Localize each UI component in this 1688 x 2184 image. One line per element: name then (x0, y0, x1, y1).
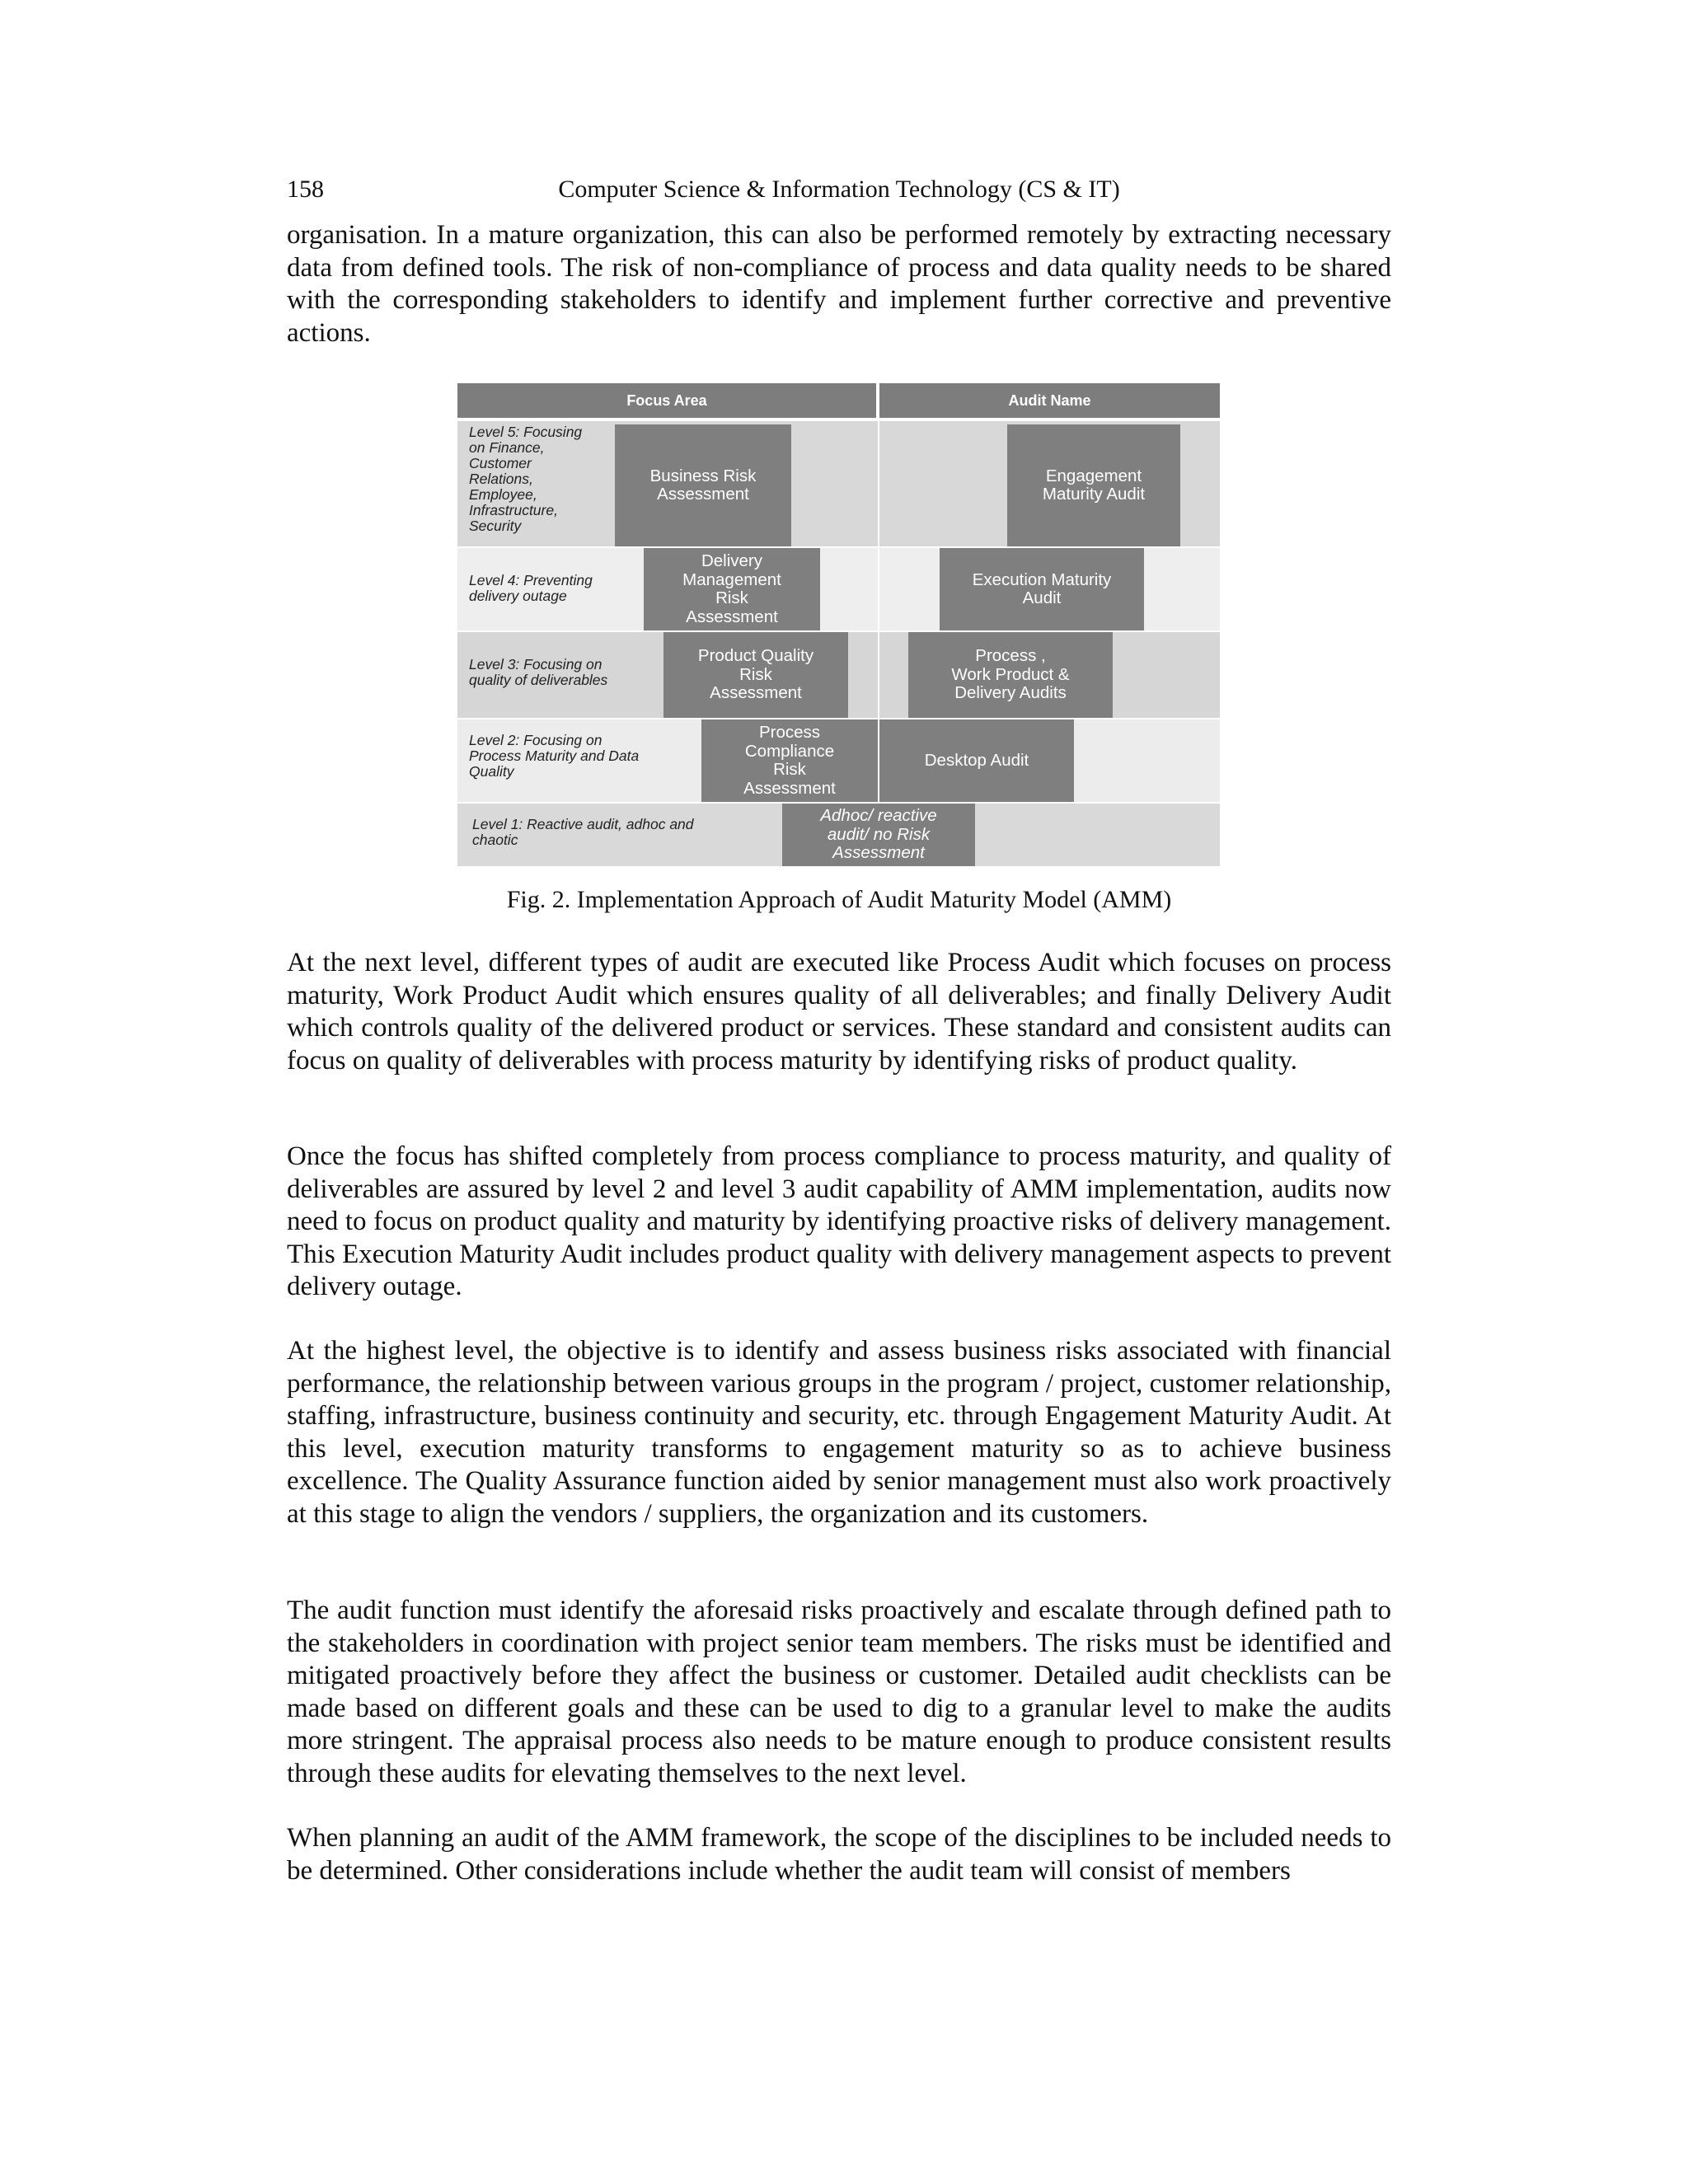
delivery-management-risk-label: Delivery Management Risk Assessment (682, 551, 781, 626)
process-workproduct-delivery-audits-label: Process , Work Product & Delivery Audits (951, 646, 1070, 703)
engagement-maturity-audit-box (1007, 424, 1180, 546)
process-compliance-risk-box (701, 719, 878, 802)
audit-name-header: Audit Name (879, 383, 1220, 418)
level-3-label: Level 3: Focusing on quality of deliverables (469, 656, 608, 688)
process-workproduct-delivery-audits-box (908, 632, 1113, 718)
adhoc-reactive-audit-label: Adhoc/ reactive audit/ no Risk Assessment (820, 806, 937, 863)
figure-caption: Fig. 2. Implementation Approach of Audit Maturity Model (AMM) (506, 886, 1172, 913)
paragraph: The audit function must identify the aforesaid risks proactively and escalate through defined path to the stakeholders in coordination with project senior team members. The risks must be identified and mitigated proactively before they affect the business or customer. Detailed audit checklists can be made based on different goals and these can be used to dig to a granular level to make the audits more stringent. The appraisal process also needs to be mature enough to produce consistent results through these audits for elevating themselves to the next level. (287, 1596, 1391, 1788)
product-quality-risk-box (663, 632, 848, 718)
level-5-label: Level 5: Focusing on Finance, Customer Relations, Employee, Infrastructure, Security (469, 424, 583, 534)
level-4-label: Level 4: Preventing delivery outage (469, 572, 593, 604)
page-header (287, 171, 1391, 208)
running-title: Computer Science & Information Technology (CS & IT) (558, 176, 1120, 203)
process-compliance-risk-label: Process Compliance Risk Assessment (743, 723, 836, 798)
level-2-label: Level 2: Focusing on Process Maturity and Data Quality (469, 732, 640, 780)
delivery-management-risk-box (644, 548, 820, 630)
product-quality-risk-label: Product Quality Risk Assessment (697, 646, 814, 703)
paragraph: At the next level, different types of audit are executed like Process Audit which focuses on process maturity, Work Product Audit which ensures quality of all deliverables; and finally Delivery Audit which controls quality of the delivered product or services. These standard and consistent audits can focus on quality of deliverables with process maturity by identifying risks of product quality. (287, 948, 1391, 1076)
paragraph: When planning an audit of the AMM framework, the scope of the disciplines to be included needs to be determined. Other considerations include whether the audit team will consist of members (287, 1823, 1391, 1886)
paragraph: Once the focus has shifted completely from process compliance to process maturity, and quality of deliverables are assured by level 2 and level 3 audit capability of AMM implementation, audits now need to focus on product quality and maturity by identifying proactive risks of delivery management. This Execution Maturity Audit includes product quality with delivery management aspects to prevent delivery outage. (287, 1141, 1391, 1301)
execution-maturity-audit-label: Execution Maturity Audit (972, 569, 1112, 607)
desktop-audit-label: Desktop Audit (924, 750, 1029, 770)
amm-figure (457, 383, 1220, 861)
business-risk-assessment-label: Business Risk Assessment (649, 466, 757, 504)
execution-maturity-audit-box (940, 548, 1144, 630)
paragraph: organisation. In a mature organization, this can also be performed remotely by extracting necessary data from defined tools. The risk of non-compliance of process and data quality needs to be shared with the corresponding stakeholders to identify and implement further corrective and preventive actions. (287, 220, 1391, 348)
business-risk-assessment-box (615, 424, 791, 546)
level-1-label: Level 1: Reactive audit, adhoc and chaotic (472, 816, 694, 848)
focus-area-header: Focus Area (457, 383, 876, 418)
paragraph: At the highest level, the objective is to identify and assess business risks associated with financial performance, the relationship between various groups in the program / project, customer relationship, staffing, infrastructure, business continuity and security, etc. through Engagement Maturity Audit. At this level, execution maturity transforms to engagement maturity so as to achieve business excellence. The Quality Assurance function aided by senior management must also work proactively at this stage to align the vendors / suppliers, the organization and its customers. (287, 1336, 1391, 1529)
page-number: 158 (287, 176, 324, 203)
engagement-maturity-audit-label: Engagement Maturity Audit (1042, 466, 1146, 504)
adhoc-reactive-audit-box (782, 804, 975, 866)
desktop-audit-box (879, 719, 1074, 802)
